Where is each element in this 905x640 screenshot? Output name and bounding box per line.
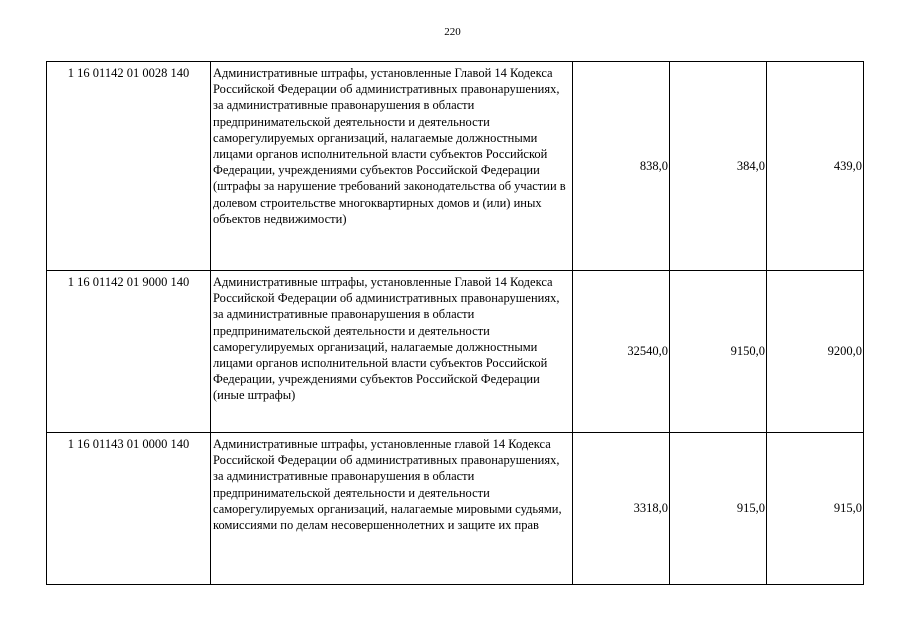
amount-2-cell: 9150,0 [670, 271, 767, 433]
amount-1-cell: 3318,0 [573, 433, 670, 585]
amount-2-cell: 384,0 [670, 62, 767, 271]
description-cell: Административные штрафы, установленные главой 14 Кодекса Российской Федерации об административных правонарушениях, за административные правонарушения в области предпринимательской деятельности и деятельности саморегулируемых организаций, налагаемые мировыми судьями, комиссиями по делам несовершеннолетних и защите их прав [211, 433, 573, 585]
revenue-code-cell: 1 16 01142 01 0028 140 [47, 62, 211, 271]
table-row [47, 62, 864, 271]
revenue-code-cell: 1 16 01143 01 0000 140 [47, 433, 211, 585]
table-row [47, 271, 864, 433]
amount-3-cell: 9200,0 [767, 271, 864, 433]
description-cell: Административные штрафы, установленные Главой 14 Кодекса Российской Федерации об административных правонарушениях, за административные правонарушения в области предпринимательской деятельности и деятельности саморегулируемых организаций, налагаемые должностными лицами органов исполнительной власти субъектов Российской Федерации, учреждениями субъектов Российской Федерации (иные штрафы) [211, 271, 573, 433]
table-row [47, 433, 864, 585]
amount-3-cell: 439,0 [767, 62, 864, 271]
amount-1-cell: 32540,0 [573, 271, 670, 433]
description-cell: Административные штрафы, установленные Главой 14 Кодекса Российской Федерации об административных правонарушениях, за административные правонарушения в области предпринимательской деятельности и деятельности саморегулируемых организаций, налагаемые должностными лицами органов исполнительной власти субъектов Российской Федерации, учреждениями субъектов Российской Федерации (штрафы за нарушение требований законодательства об участии в долевом строительстве многоквартирных домов и (или) иных объектов недвижимости) [211, 62, 573, 271]
revenue-code-cell: 1 16 01142 01 9000 140 [47, 271, 211, 433]
amount-3-cell: 915,0 [767, 433, 864, 585]
page-number: 220 [444, 26, 461, 38]
amount-1-cell: 838,0 [573, 62, 670, 271]
amount-2-cell: 915,0 [670, 433, 767, 585]
budget-revenue-table [46, 61, 864, 585]
